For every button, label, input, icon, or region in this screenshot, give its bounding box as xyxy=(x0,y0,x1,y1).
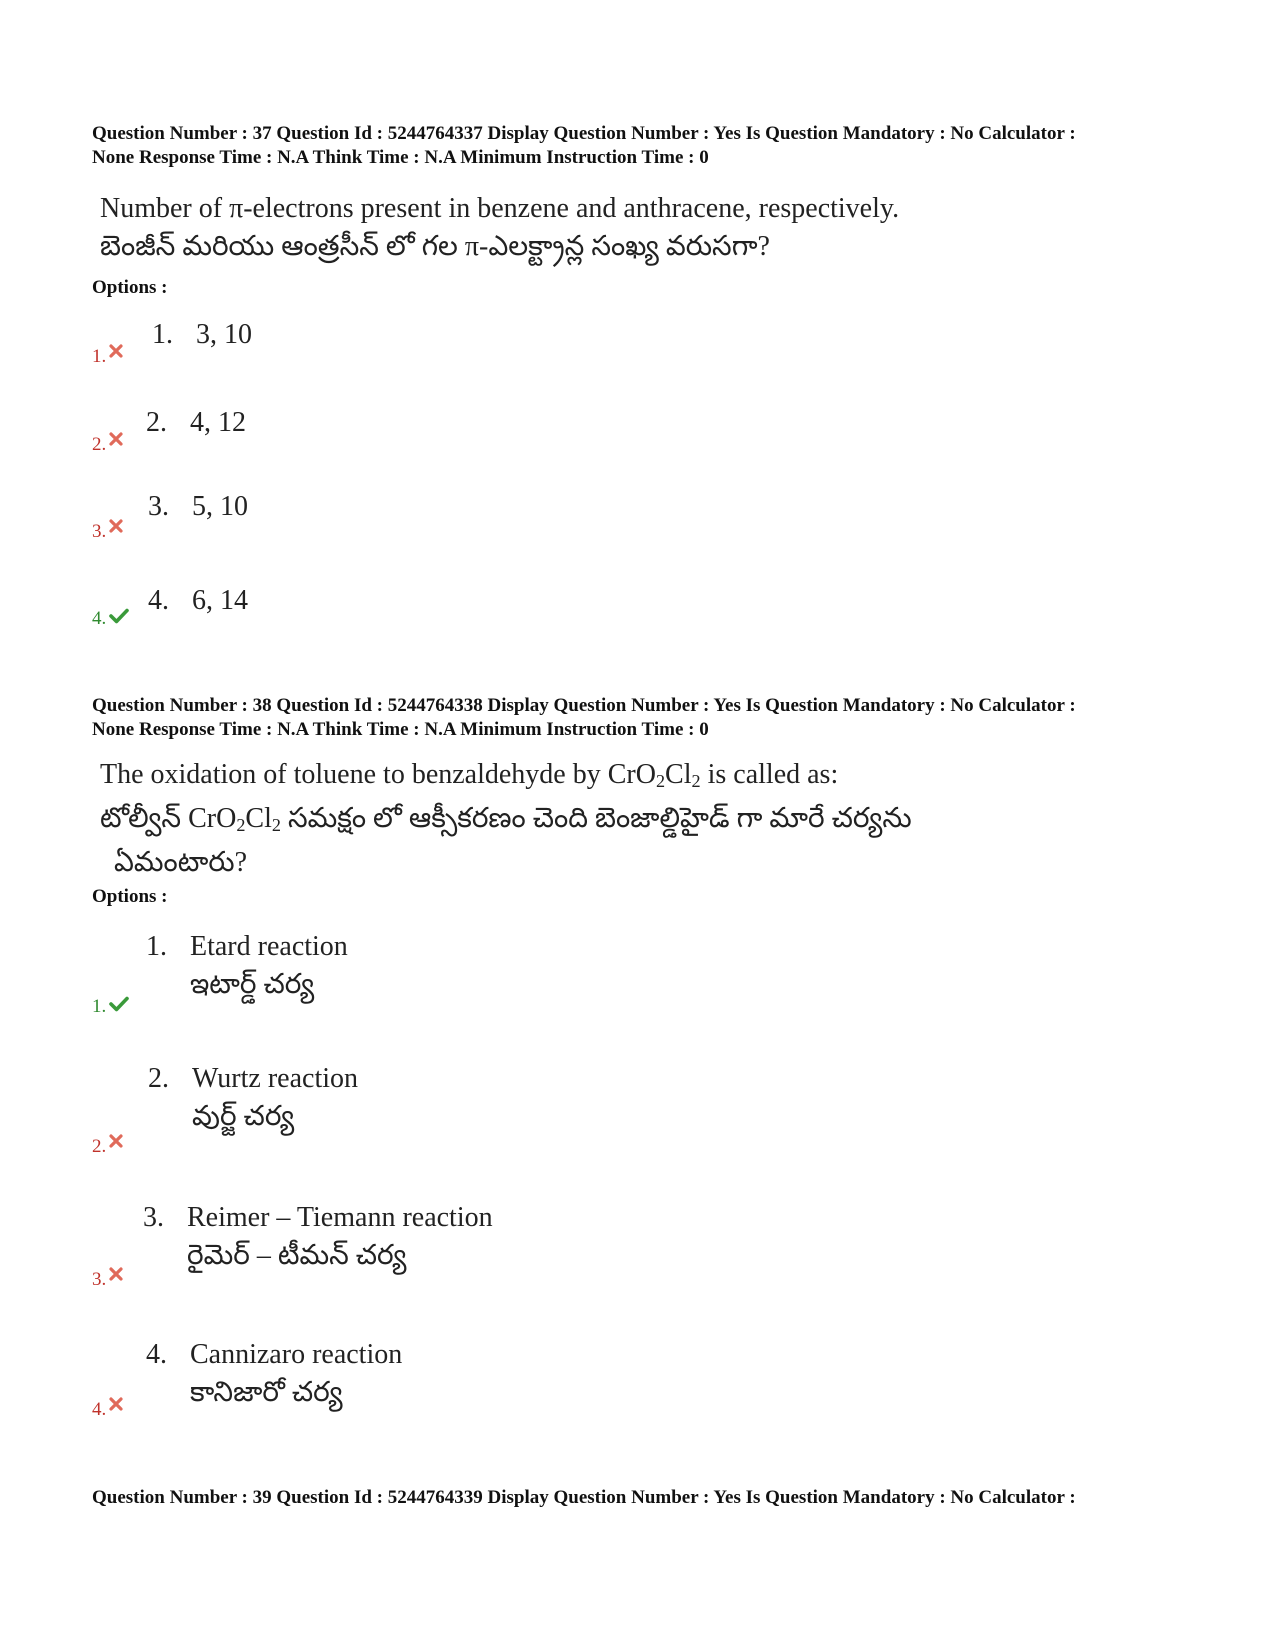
meta-line: None Response Time : N.A Think Time : N.A Minimum Instruction Time : 0 xyxy=(92,147,709,168)
question-text-telugu: టోల్వీన్ $CrO_2Cl_2$ సమక్షం లో ఆక్సీకరణం చెంది బెంజాల్డిహైడ్ గా మారే చర్యను xyxy=(100,803,912,835)
option-1[interactable] xyxy=(152,316,252,354)
option-marker-1: 1. xyxy=(92,346,123,368)
option-1[interactable] xyxy=(146,928,348,1004)
question-37-text xyxy=(100,190,1180,266)
option-number: 4. xyxy=(146,1339,167,1370)
meta-line: Question Number : 38 Question Id : 5244764338 Display Question Number : Yes Is Question Mandatory : No Calculator : xyxy=(92,695,1076,716)
option-number: 4. xyxy=(148,585,169,616)
wrong-icon xyxy=(109,1397,123,1411)
option-marker-3: 3. xyxy=(92,521,123,543)
option-2[interactable] xyxy=(148,1060,358,1136)
option-2[interactable] xyxy=(146,404,246,442)
wrong-icon xyxy=(109,432,123,446)
question-39-meta xyxy=(92,1486,1202,1510)
option-number: 2. xyxy=(148,1063,169,1094)
check-icon xyxy=(109,608,129,624)
option-marker-4: 4. xyxy=(92,1399,123,1421)
option-4[interactable] xyxy=(146,1336,402,1412)
wrong-icon xyxy=(109,1267,123,1281)
question-38-text xyxy=(100,756,1180,882)
meta-line: Question Number : 37 Question Id : 5244764337 Display Question Number : Yes Is Question Mandatory : No Calculator : xyxy=(92,123,1076,144)
option-marker-2: 2. xyxy=(92,434,123,456)
question-text-telugu-cont: ఏమంటారు? xyxy=(114,847,248,878)
option-text: Wurtz reaction xyxy=(192,1063,359,1094)
option-text: Reimer – Tiemann reaction xyxy=(187,1202,493,1233)
option-text: Etard reaction xyxy=(190,931,348,962)
option-3[interactable] xyxy=(143,1199,493,1275)
option-text-telugu: వుర్జ్ చర్య xyxy=(192,1101,295,1132)
option-3[interactable] xyxy=(148,488,248,526)
check-icon xyxy=(109,996,129,1012)
wrong-icon xyxy=(109,344,123,358)
meta-line: Question Number : 39 Question Id : 5244764339 Display Question Number : Yes Is Question Mandatory : No Calculator : xyxy=(92,1487,1076,1508)
meta-line: None Response Time : N.A Think Time : N.A Minimum Instruction Time : 0 xyxy=(92,719,709,740)
question-38-meta xyxy=(92,694,1202,742)
options-label: Options : xyxy=(92,886,168,907)
wrong-icon xyxy=(109,1134,123,1148)
option-text-telugu: ఇటార్డ్ చర్య xyxy=(190,969,315,1000)
option-number: 1. xyxy=(146,931,167,962)
question-text-english: Number of π-electrons present in benzene and anthracene, respectively. xyxy=(100,193,900,224)
option-text: 3, 10 xyxy=(196,319,252,350)
option-text: Cannizaro reaction xyxy=(190,1339,403,1370)
options-label: Options : xyxy=(92,277,168,298)
option-text-telugu: రైమెర్ – టీమన్ చర్య xyxy=(187,1240,407,1271)
option-marker-4: 4. xyxy=(92,608,129,630)
option-number: 3. xyxy=(148,491,169,522)
option-text: 6, 14 xyxy=(192,585,248,616)
wrong-icon xyxy=(109,519,123,533)
question-text-telugu: బెంజీన్ మరియు ఆంత్రసీన్ లో గల π-ఎలక్ట్రాన్ల సంఖ్య వరుసగా? xyxy=(100,231,770,262)
option-number: 2. xyxy=(146,407,167,438)
option-text-telugu: కానిజారో చర్య xyxy=(190,1377,343,1408)
option-marker-3: 3. xyxy=(92,1269,123,1291)
option-4[interactable] xyxy=(148,582,248,620)
option-number: 3. xyxy=(143,1202,164,1233)
option-text: 5, 10 xyxy=(192,491,248,522)
option-text: 4, 12 xyxy=(190,407,246,438)
question-37-meta xyxy=(92,122,1202,170)
question-text-english: The oxidation of toluene to benzaldehyde by $CrO_2Cl_2$ is called as: xyxy=(100,759,839,791)
option-number: 1. xyxy=(152,319,173,350)
option-marker-2: 2. xyxy=(92,1136,123,1158)
option-marker-1: 1. xyxy=(92,996,129,1018)
